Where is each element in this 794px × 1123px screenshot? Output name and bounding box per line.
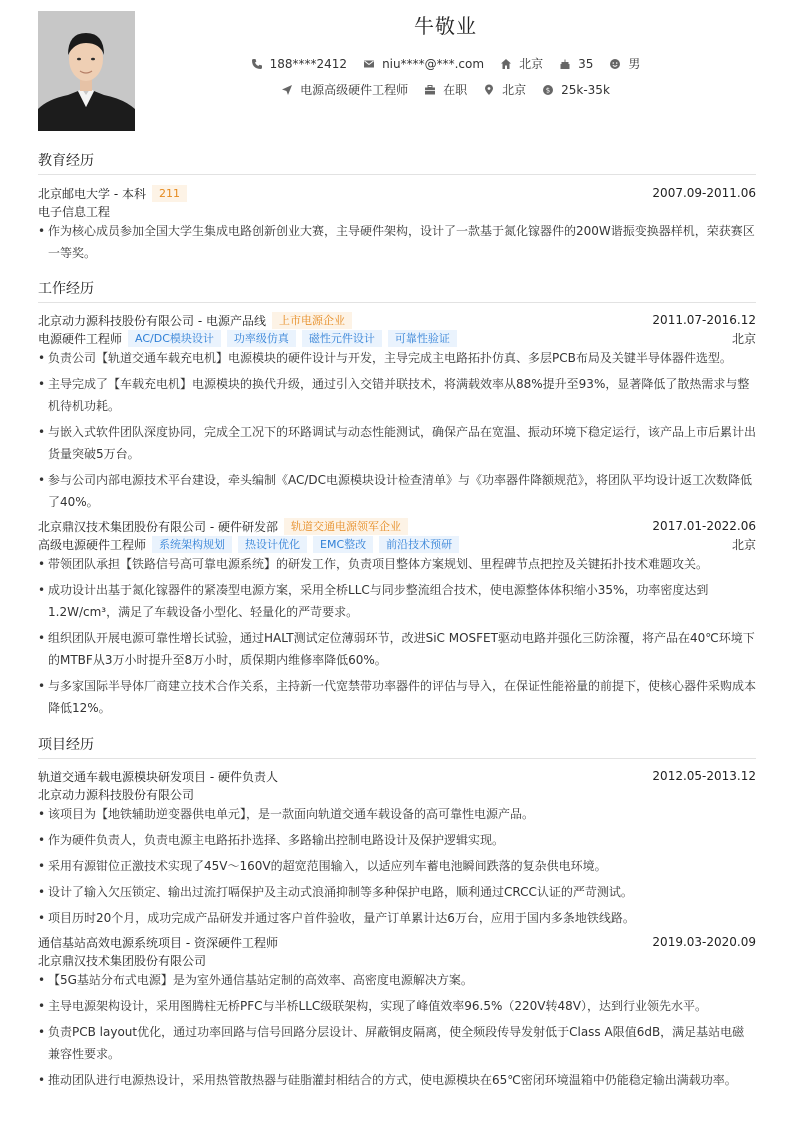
job-position-row xyxy=(38,329,756,347)
list-item: • 负责公司【轨道交通车载充电机】电源模块的硬件设计与开发，主导完成主电路拓扑仿真、多层PCB布局及关键半导体器件选型。 xyxy=(38,347,756,369)
list-item: • 推动团队进行电源热设计，采用热管散热器与硅脂灌封相结合的方式，使电源模块在65℃密闭环境温箱中仍能稳定输出满载功率。 xyxy=(38,1069,756,1091)
phone-item xyxy=(251,57,347,71)
skill-tag: 可靠性验证 xyxy=(388,330,457,347)
skill-tag: 功率级仿真 xyxy=(227,330,296,347)
email-item xyxy=(363,57,484,71)
mail-icon xyxy=(363,58,375,70)
list-item: • 主导电源架构设计，采用图腾柱无桥PFC与半桥LLC级联架构，实现了峰值效率96.5%（220V转48V），达到行业领先水平。 xyxy=(38,995,756,1017)
list-item: • 项目历时20个月，成功完成产品研发并通过客户首件验收，量产订单累计达6万台，应用于国内多条地铁线路。 xyxy=(38,907,756,929)
education-section xyxy=(38,150,756,268)
project-header-row xyxy=(38,933,756,951)
job-city: 北京 xyxy=(731,537,756,552)
project-name: 轨道交通车载电源模块研发项目 - 硬件负责人 xyxy=(38,769,278,784)
job-bullets xyxy=(38,347,756,513)
list-item: • 作为核心成员参加全国大学生集成电路创新创业大赛，主导硬件架构，设计了一款基于氮化镓器件的200W谐振变换器样机，荣获赛区一等奖。 xyxy=(38,220,756,264)
phone-value: 188****2412 xyxy=(269,56,348,71)
list-item: • 主导完成了【车载充电机】电源模块的换代升级，通过引入交错并联技术，将满载效率从88%提升至93%，显著降低了散热需求与整机待机功耗。 xyxy=(38,373,756,417)
project-org: 北京动力源科技股份有限公司 xyxy=(38,787,195,802)
job-position-row xyxy=(38,535,756,553)
education-bullets xyxy=(38,220,756,264)
project-org-row xyxy=(38,951,756,969)
school-line: 北京邮电大学 - 本科 xyxy=(38,186,146,201)
contact-info-row xyxy=(135,55,756,72)
list-item: • 采用有源钳位正激技术实现了45V～160V的超宽范围输入，以适应列车蓄电池瞬间跌落的复杂供电环境。 xyxy=(38,855,756,877)
project-bullets xyxy=(38,803,756,929)
smile-icon xyxy=(609,58,621,70)
section-title: 项目经历 xyxy=(38,734,756,759)
job-date: 2017.01-2022.06 xyxy=(652,519,756,533)
status-item xyxy=(424,81,467,98)
job-header-row xyxy=(38,517,756,535)
age-value: 35 xyxy=(578,56,594,71)
company-line: 北京动力源科技股份有限公司 - 电源产品线 xyxy=(38,313,266,328)
home-icon xyxy=(500,58,512,70)
skill-tag: 前沿技术预研 xyxy=(379,536,459,553)
list-item: • 作为硬件负责人，负责电源主电路拓扑选择、多路输出控制电路设计及保护逻辑实现。 xyxy=(38,829,756,851)
project-org: 北京鼎汉技术集团股份有限公司 xyxy=(38,953,207,968)
list-item: • 与多家国际半导体厂商建立技术合作关系，主持新一代宽禁带功率器件的评估与导入，在保证性能裕量的前提下，使核心器件采购成本降低12%。 xyxy=(38,675,756,719)
candidate-name: 牛敬业 xyxy=(414,14,477,38)
list-item: • 负责PCB layout优化，通过功率回路与信号回路分层设计、屏蔽铜皮隔离，使全频段传导发射低于Class A限值6dB，满足基站电磁兼容性要求。 xyxy=(38,1021,756,1065)
job-position: 高级电源硬件工程师 xyxy=(38,537,147,552)
major: 电子信息工程 xyxy=(38,204,111,219)
job-city: 北京 xyxy=(731,331,756,346)
list-item: • 成功设计出基于氮化镓器件的紧凑型电源方案，采用全桥LLC与同步整流组合技术，使电源整体体积缩小35%，功率密度达到1.2W/cm³，满足了车载设备小型化、轻量化的严苛要求。 xyxy=(38,579,756,623)
svg-text:$: $ xyxy=(545,86,551,95)
company-tag: 上市电源企业 xyxy=(272,312,352,329)
company-line: 北京鼎汉技术集团股份有限公司 - 硬件研发部 xyxy=(38,519,278,534)
target-city-value: 北京 xyxy=(502,83,527,97)
salary-item xyxy=(542,83,610,97)
skill-tag: 磁性元件设计 xyxy=(302,330,382,347)
gender-value: 男 xyxy=(628,57,641,71)
job-header-row xyxy=(38,311,756,329)
cake-icon xyxy=(559,58,571,70)
skill-tag: 热设计优化 xyxy=(238,536,307,553)
target-city-item xyxy=(483,81,526,98)
job-intent-row xyxy=(135,81,756,98)
list-item: • 参与公司内部电源技术平台建设，牵头编制《AC/DC电源模块设计检查清单》与《功率器件降额规范》，将团队平均设计返工次数降低了40%。 xyxy=(38,469,756,513)
job-date: 2011.07-2016.12 xyxy=(652,313,756,327)
send-icon xyxy=(281,84,293,96)
section-title: 教育经历 xyxy=(38,150,756,175)
coin-icon xyxy=(542,84,554,96)
company-tag: 轨道交通电源领军企业 xyxy=(284,518,408,535)
section-title: 工作经历 xyxy=(38,278,756,303)
project-date: 2012.05-2013.12 xyxy=(652,769,756,783)
profile-photo xyxy=(38,11,135,131)
project-bullets xyxy=(38,969,756,1091)
target-job-value: 电源高级硬件工程师 xyxy=(300,83,409,97)
gender-item xyxy=(609,55,640,72)
projects-section xyxy=(38,734,756,1095)
city-value: 北京 xyxy=(519,57,544,71)
job-position: 电源硬件工程师 xyxy=(38,331,123,346)
status-value: 在职 xyxy=(443,83,468,97)
city-item xyxy=(500,55,543,72)
target-job-item xyxy=(281,81,408,98)
project-org-row xyxy=(38,785,756,803)
project-date: 2019.03-2020.09 xyxy=(652,935,756,949)
project-header-row xyxy=(38,767,756,785)
skill-tag: EMC整改 xyxy=(313,536,373,553)
resume-header xyxy=(135,8,756,98)
list-item: • 组织团队开展电源可靠性增长试验，通过HALT测试定位薄弱环节，改进SiC MOSFET驱动电路并强化三防涂覆，将产品在40℃环境下的MTBF从3万小时提升至8万小时，质保期内维修率降低60%。 xyxy=(38,627,756,671)
phone-icon xyxy=(251,58,263,70)
briefcase-icon xyxy=(424,84,436,96)
job-bullets xyxy=(38,553,756,719)
list-item: • 该项目为【地铁辅助逆变器供电单元】，是一款面向轨道交通车载设备的高可靠性电源产品。 xyxy=(38,803,756,825)
school-tag: 211 xyxy=(152,185,187,202)
education-header-row xyxy=(38,184,756,202)
list-item: • 设计了输入欠压锁定、输出过流打嗝保护及主动式浪涌抑制等多种保护电路，顺利通过CRCC认证的严苛测试。 xyxy=(38,881,756,903)
major-row xyxy=(38,202,756,220)
salary-value: 25k-35k xyxy=(561,82,610,97)
work-section xyxy=(38,278,756,723)
skill-tag: AC/DC模块设计 xyxy=(128,330,221,347)
education-date: 2007.09-2011.06 xyxy=(652,186,756,200)
skill-tag: 系统架构规划 xyxy=(152,536,232,553)
list-item: • 带领团队承担【铁路信号高可靠电源系统】的研发工作，负责项目整体方案规划、里程碑节点把控及关键拓扑技术难题攻关。 xyxy=(38,553,756,575)
location-icon xyxy=(483,84,495,96)
age-item xyxy=(559,57,593,71)
project-name: 通信基站高效电源系统项目 - 资深硬件工程师 xyxy=(38,935,278,950)
email-value: niu****@***.com xyxy=(382,56,485,71)
list-item: • 【5G基站分布式电源】是为室外通信基站定制的高效率、高密度电源解决方案。 xyxy=(38,969,756,991)
list-item: • 与嵌入式软件团队深度协同，完成全工况下的环路调试与动态性能测试，确保产品在宽温、振动环境下稳定运行，该产品上市后累计出货量突破5万台。 xyxy=(38,421,756,465)
